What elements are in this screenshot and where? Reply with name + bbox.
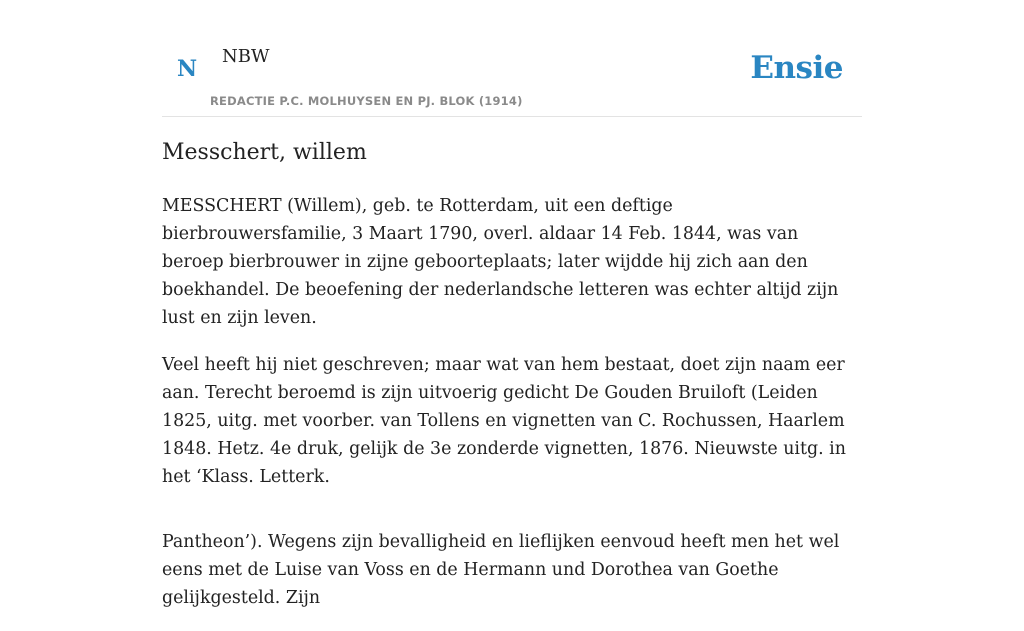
article-paragraph: Veel heeft hij niet geschreven; maar wat van hem bestaat, doet zijn naam eer aan. Terecht beroemd is zijn uitvoerig gedicht De Gouden Bruiloft (Leiden 1825, uitg. met voorber. van Tollens en vignetten van C. Rochussen, Haarlem 1848. Hetz. 4e druk, gelijk de 3e zonderde vignetten, 1876. Nieuwste uitg. in het ‘Klass. Letterk. xyxy=(162,355,846,487)
article-paragraph: Pantheon’). Wegens zijn bevalligheid en lieflijken eenvoud heeft men het wel eens met de Luise van Voss en de Hermann und Dorothea van Goethe gelijkgesteld. Zijn xyxy=(162,532,840,608)
article-body xyxy=(162,192,862,631)
source-logo-icon[interactable]: N xyxy=(177,56,198,82)
source-editors: REDACTIE P.C. MOLHUYSEN EN PJ. BLOK (1914) xyxy=(210,94,523,108)
article-paragraph: MESSCHERT (Willem), geb. te Rotterdam, uit een deftige bierbrouwersfamilie, 3 Maart 1790, overl. aldaar 14 Feb. 1844, was van beroep bierbrouwer in zijne geboorteplaats; later wijdde hij zich aan den boekhandel. De beoefening der nederlandsche letteren was echter altijd zijn lust en zijn leven. xyxy=(162,196,839,328)
source-name-link[interactable]: NBW xyxy=(222,46,270,67)
source-header xyxy=(162,0,862,117)
brand-logo[interactable]: Ensie xyxy=(750,50,843,86)
article-title: Messchert, willem xyxy=(162,140,367,165)
